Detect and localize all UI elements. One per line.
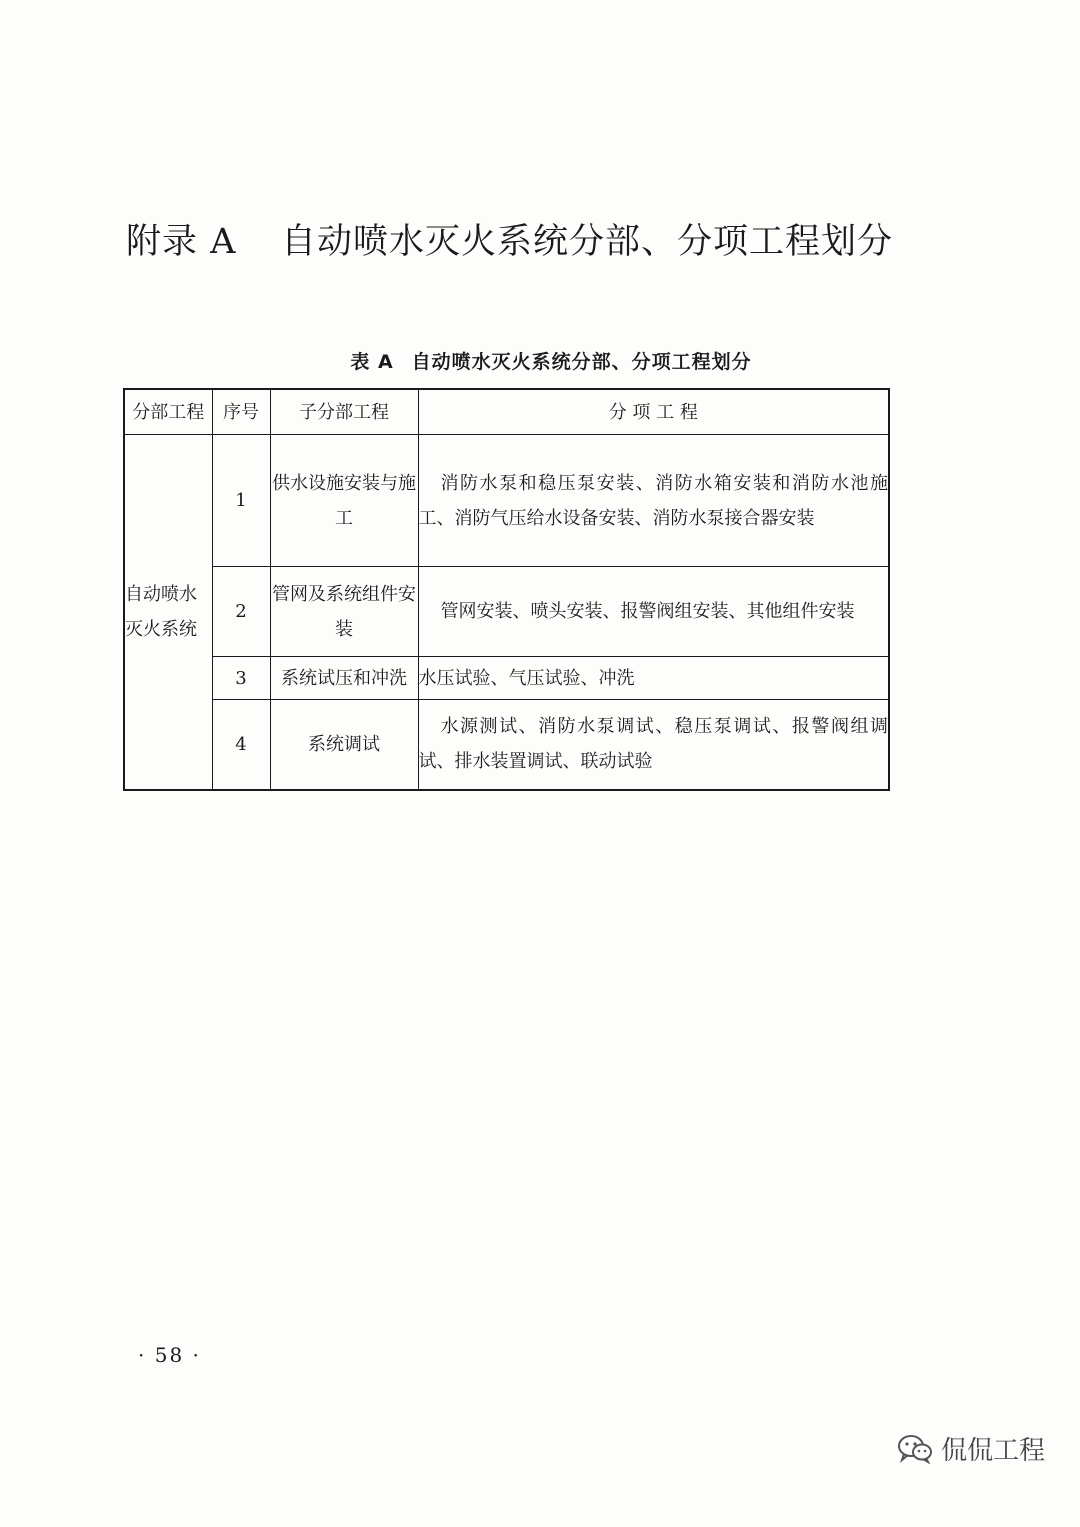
row-number: 4 [212,700,270,790]
table-row [124,567,889,657]
watermark [897,1430,1045,1467]
header-number: 序号 [212,389,270,435]
sub-division-cell: 系统试压和冲洗 [270,657,418,700]
table-row [124,435,889,567]
table-caption-title: 自动喷水灭火系统分部、分项工程划分 [411,351,752,373]
page-number: · 58 · [138,1343,201,1367]
division-cell: 自动喷水灭火系统 [124,435,212,790]
header-items: 分 项 工 程 [418,389,889,435]
items-text: 消防水泵和稳压泵安装、消防水箱安装和消防水池施工、消防气压给水设备安装、消防水泵接合器安装 [418,472,888,529]
row-number: 2 [212,567,270,657]
header-sub-division: 子分部工程 [270,389,418,435]
table-row [124,657,889,700]
row-number: 3 [212,657,270,700]
table-caption-label: 表 A [350,351,394,373]
appendix-label: 附录 A [126,222,237,262]
appendix-heading: 自动喷水灭火系统分部、分项工程划分 [281,222,894,262]
items-cell [418,567,889,657]
table-header-row [124,389,889,435]
table-row [124,700,889,790]
watermark-text: 侃侃工程 [941,1436,1046,1466]
wechat-icon [897,1434,933,1464]
row-number: 1 [212,435,270,567]
header-division: 分部工程 [124,389,212,435]
items-cell: 水压试验、气压试验、冲洗 [418,657,889,700]
sub-division-cell: 系统调试 [270,700,418,790]
division-table [123,388,890,791]
items-text: 水源测试、消防水泵调试、稳压泵调试、报警阀组调试、排水装置调试、联动试验 [418,716,888,773]
sub-division-cell: 管网及系统组件安装 [270,567,418,657]
table-caption [0,347,1080,374]
items-cell [418,700,889,790]
appendix-title [126,216,893,268]
items-cell [418,435,889,567]
items-text: 管网安装、喷头安装、报警阀组安装、其他组件安装 [440,601,855,622]
sub-division-cell: 供水设施安装与施工 [270,435,418,567]
